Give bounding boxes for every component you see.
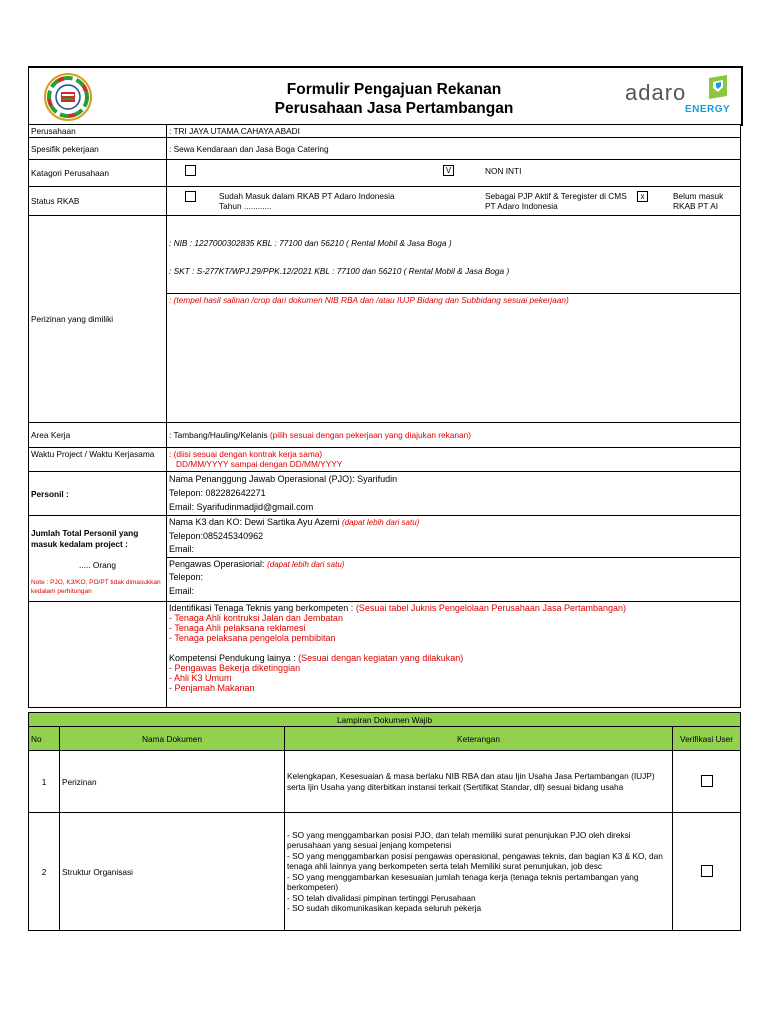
k3-telepon[interactable]: Telepon:085245340962 (169, 530, 264, 541)
label-status-rkab: Status RKAB (29, 187, 167, 216)
label-jumlah-personil: Jumlah Total Personil yang masuk kedalam project : (31, 528, 139, 549)
label-spesifik: Spesifik pekerjaan (29, 138, 167, 160)
po-telepon[interactable]: Telepon: (169, 572, 204, 582)
row-keterangan: - SO yang menggambarkan posisi PJO, dan telah memiliki surat penunjukan PJO oleh direksi perusahaan yang sesuai jenjang kompetensi - SO yang menggambarkan posisi pengawas operasional, pengawas teknis, dan bagian K3 & KO, dan tenaga ahli lainnya yang berkompeten serta telah Memiliki surat penunjukan, job desc - SO yang menggambarkan kesesuaian jumlah tenaga kerja (tenaga teknis pertambangan yang berkompeten) - SO telah divalidasi pimpinan tertinggi Perusahaan - SO sudah dikomunikasikan kepada seluruh pekerja (285, 813, 673, 931)
label-area-kerja: Area Kerja (29, 423, 167, 448)
verifikasi-checkbox-1[interactable] (701, 775, 713, 787)
po-email[interactable]: Email: (169, 585, 195, 596)
company-info-table (28, 124, 741, 708)
value-waktu[interactable]: : (diisi sesuai dengan kontrak kerja sama) DD/MM/YYYY sampai dengan DD/MM/YYYY (167, 448, 741, 472)
status-rkab-option-2: Sebagai PJP Aktif & Teregister di CMS PT Adaro Indonesia (485, 191, 627, 211)
adaro-mark-icon (707, 74, 729, 100)
table-row (29, 751, 741, 813)
label-perizinan: Perizinan yang dimiliki (29, 216, 167, 423)
status-rkab-checkbox-3[interactable]: x (637, 191, 648, 202)
value-area-kerja[interactable]: : Tambang/Hauling/Kelanis (pilih sesuai dengan pekerjaan yang diajukan rekanan) (167, 423, 741, 448)
verifikasi-checkbox-2[interactable] (701, 865, 713, 877)
perizinan-note: : (tempel hasil salinan /crop dari dokumen NIB RBA dan /atau IUJP Bidang dan Subbidang sesuai pekerjaan) (167, 293, 740, 306)
value-spesifik[interactable]: : Sewa Kendaraan dan Jasa Boga Catering (167, 138, 741, 160)
katagori-noninti-checkbox[interactable]: V (443, 165, 454, 176)
teknis-item-1: - Tenaga Ahli kontruksi Jalan dan Jembatan (169, 613, 343, 623)
katagori-noninti-label: NON INTI (485, 166, 522, 176)
jumlah-orang[interactable]: ..... Orang (79, 560, 116, 570)
katagori-inti-checkbox[interactable] (185, 165, 196, 176)
col-nama-dokumen: Nama Dokumen (60, 727, 285, 751)
verifikasi-cell (673, 751, 741, 813)
label-waktu: Waktu Project / Waktu Kerjasama (29, 448, 167, 472)
perizinan-nib: : NIB : 1227000302835 KBL : 77100 dan 56210 ( Rental Mobil & Jasa Boga ) (169, 238, 452, 248)
company-seal-logo (43, 72, 93, 122)
form-header (28, 66, 743, 126)
jumlah-personil-cell (29, 516, 167, 602)
table-row (29, 813, 741, 931)
status-rkab-option-1: Sudah Masuk dalam RKAB PT Adaro Indonesia Tahun ............ (219, 191, 395, 211)
status-rkab-checkbox-1[interactable] (185, 191, 196, 202)
adaro-energy-logo: adaro ENERGY (625, 74, 737, 116)
kompetensi-item-3: - Penjamah Makanan (169, 683, 255, 693)
katagori-options (167, 160, 741, 187)
status-rkab-options (167, 187, 741, 216)
teknis-cell (167, 602, 741, 708)
pjo-email[interactable]: Email: Syarifudinmadjid@gmail.com (169, 502, 314, 512)
teknis-item-2: - Tenaga Ahli pelaksana reklamesi (169, 623, 306, 633)
col-no: No (29, 727, 60, 751)
k3-email[interactable]: Email: (169, 544, 195, 554)
personil-pjo (167, 472, 741, 516)
teknis-item-3: - Tenaga pelaksana pengelola pembibitan (169, 633, 336, 643)
row-no: 2 (29, 813, 60, 931)
col-verifikasi: Verifikasi User (673, 727, 741, 751)
kompetensi-title: Kompetensi Pendukung lainya : (Sesuai dengan kegiatan yang dilakukan) (169, 653, 464, 663)
perizinan-cell (167, 216, 741, 423)
verifikasi-cell (673, 813, 741, 931)
row-keterangan: Kelengkapan, Kesesuaian & masa berlaku NIB RBA dan atau Ijin Usaha Jasa Pertambangan (IUJP) serta Ijin Usaha yang diterbitkan instansi terkait (Sertifikat Standar, dll) sesuai bidang usaha (285, 751, 673, 813)
k3-name[interactable]: Nama K3 dan KO: Dewi Sartika Ayu Azemi (dapat lebih dari satu) (169, 517, 420, 527)
teknis-title: Identifikasi Tenaga Teknis yang berkompeten : (Sesuai tabel Juknis Pengelolaan Perusahaan Jasa Pertambangan) (169, 603, 626, 613)
jumlah-note: Note : PJO, K3/KO, PO/PT tidak dimasukkan kedalam perhitungan (31, 579, 161, 595)
label-personil: Personil : (29, 472, 167, 516)
teknis-label-empty (29, 602, 167, 708)
k3-po-cell (167, 516, 741, 602)
pjo-telepon[interactable]: Telepon: 082282642271 (169, 488, 266, 498)
perizinan-skt: : SKT : S-277KT/WPJ.29/PPK.12/2021 KBL : 77100 dan 56210 ( Rental Mobil & Jasa Boga ) (169, 266, 510, 276)
label-katagori: Katagori Perusahaan (29, 160, 167, 187)
value-perusahaan[interactable]: : TRI JAYA UTAMA CAHAYA ABADI (167, 125, 741, 138)
label-perusahaan: Perusahaan (29, 125, 167, 138)
lampiran-title: Lampiran Dokumen Wajib (29, 713, 741, 727)
col-keterangan: Keterangan (285, 727, 673, 751)
kompetensi-item-1: - Pengawas Bekerja diketinggian (169, 663, 301, 673)
po-name[interactable]: Pengawas Operasional: (dapat lebih dari satu) (169, 558, 345, 569)
lampiran-table (28, 712, 741, 931)
pjo-name[interactable]: Nama Penanggung Jawab Operasional (PJO): Syarifudin (169, 474, 398, 484)
row-nama: Perizinan (60, 751, 285, 813)
row-nama: Struktur Organisasi (60, 813, 285, 931)
kompetensi-item-2: - Ahli K3 Umum (169, 673, 232, 683)
form-title: Formulir Pengajuan Rekanan Perusahaan Jasa Pertambangan (274, 81, 514, 117)
status-rkab-option-3: Belum masuk RKAB PT AI (673, 191, 724, 211)
row-no: 1 (29, 751, 60, 813)
